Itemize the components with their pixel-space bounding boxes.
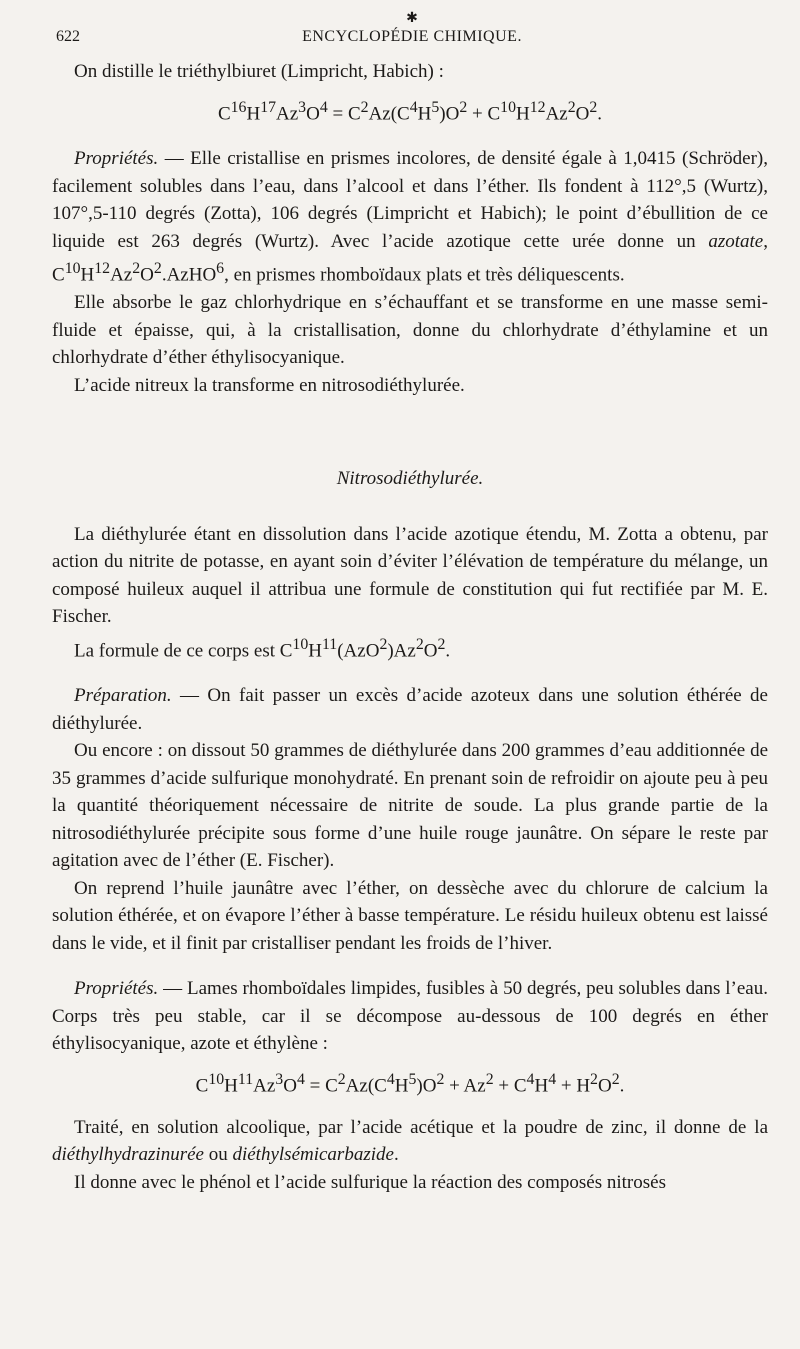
chemical-formula: $C^{10}H^{11}Az^3O^4 = C^2Az(C^4H^5)O^2 + Az^2 + C^4H^4 + H^2O^2$. [195, 1070, 625, 1097]
running-header [56, 11, 768, 46]
page-body [52, 58, 768, 1196]
running-title: ENCYCLOPÉDIE CHIMIQUE. [302, 28, 522, 45]
paragraph: On distille le triéthylbiuret (Limpricht, Habich) : [74, 61, 444, 82]
chemical-formula: $C^{16}H^{17}Az^3O^4 = C^2Az(C^4H^5)O^2 + C^{10}H^{12}Az^2O^2$. [217, 98, 603, 124]
page-number: 622 [56, 28, 80, 45]
paragraph: Elle absorbe le gaz chlorhydrique en s’échauffant et se transforme en une masse semi-fluide et épaisse, qui, à la cristallisation, donne du chlorhydrate d’éthylamine et un chlorhydrate d’éther éthylisocyanique. [52, 292, 768, 369]
paragraph: Ou encore : on dissout 50 grammes de diéthylurée dans 200 grammes d’eau additionnée de 35 grammes d’acide sulfurique monohydraté. En prenant soin de refroidir on ajoute peu à peu la quantité théoriquement nécessaire de nitrite de soude. La plus grande partie de la nitrosodiéthylurée précipite sous forme d’une huile rouge jaunâtre. On sépare le reste par agitation avec de l’éther (E. Fischer). [52, 740, 768, 872]
paragraph: La formule de ce corps est $C^{10}H^{11}(AzO^2)Az^2O^2$. [74, 635, 451, 661]
paragraph: La diéthylurée étant en dissolution dans l’acide azotique étendu, M. Zotta a obtenu, par action du nitrite de potasse, en ayant soin d’éviter l’élévation de température du mélange, un composé huileux auquel il attribua une formule de constitution qui fut rectifiée par M. E. Fischer. [52, 523, 768, 628]
paragraph: Il donne avec le phénol et l’acide sulfurique la réaction des composés nitrosés [74, 1171, 666, 1193]
ornament-mark: ✱ [406, 11, 418, 26]
paragraph: Propriétés. — Lames rhomboïdales limpides, fusibles à 50 degrés, peu solubles dans l’eau. Corps très peu stable, car il se décompose au-dessous de 100 degrés en éther éthylisocyanique, azote et éthylène : [52, 978, 768, 1055]
paragraph: On reprend l’huile jaunâtre avec l’éther, on dessèche avec du chlorure de calcium la solution éthérée, et on évapore l’éther à basse température. Le résidu huileux obtenu est laissé dans le vide, et il finit par cristalliser pendant les froids de l’hiver. [52, 877, 768, 954]
section-heading: Nitrosodiéthylurée. [336, 468, 484, 490]
paragraph: Propriétés. — Elle cristallise en prismes incolores, de densité égale à 1,0415 (Schröder), facilement solubles dans l’eau, dans l’alcool et dans l’éther. Ils fondent à 112°,5 (Wurtz), 107°,5-110 degrés (Zotta), 106 degrés (Limpricht et Habich); le point d’ébullition de ce liquide est 263 degrés (Wurtz). Avec l’acide azotique cette urée donne un azotate, $C^{10}H^{12}Az^2O^2.AzHO^6$, en prismes rhomboïdaux plats et très déliquescents. [52, 148, 768, 286]
paragraph: L’acide nitreux la transforme en nitrosodiéthylurée. [74, 374, 465, 396]
paragraph: Préparation. — On fait passer un excès d’acide azoteux dans une solution éthérée de diéthylurée. [52, 685, 768, 734]
paragraph: Traité, en solution alcoolique, par l’acide acétique et la poudre de zinc, il donne de la diéthylhydrazinurée ou diéthylsémicarbazide. [52, 1116, 768, 1166]
